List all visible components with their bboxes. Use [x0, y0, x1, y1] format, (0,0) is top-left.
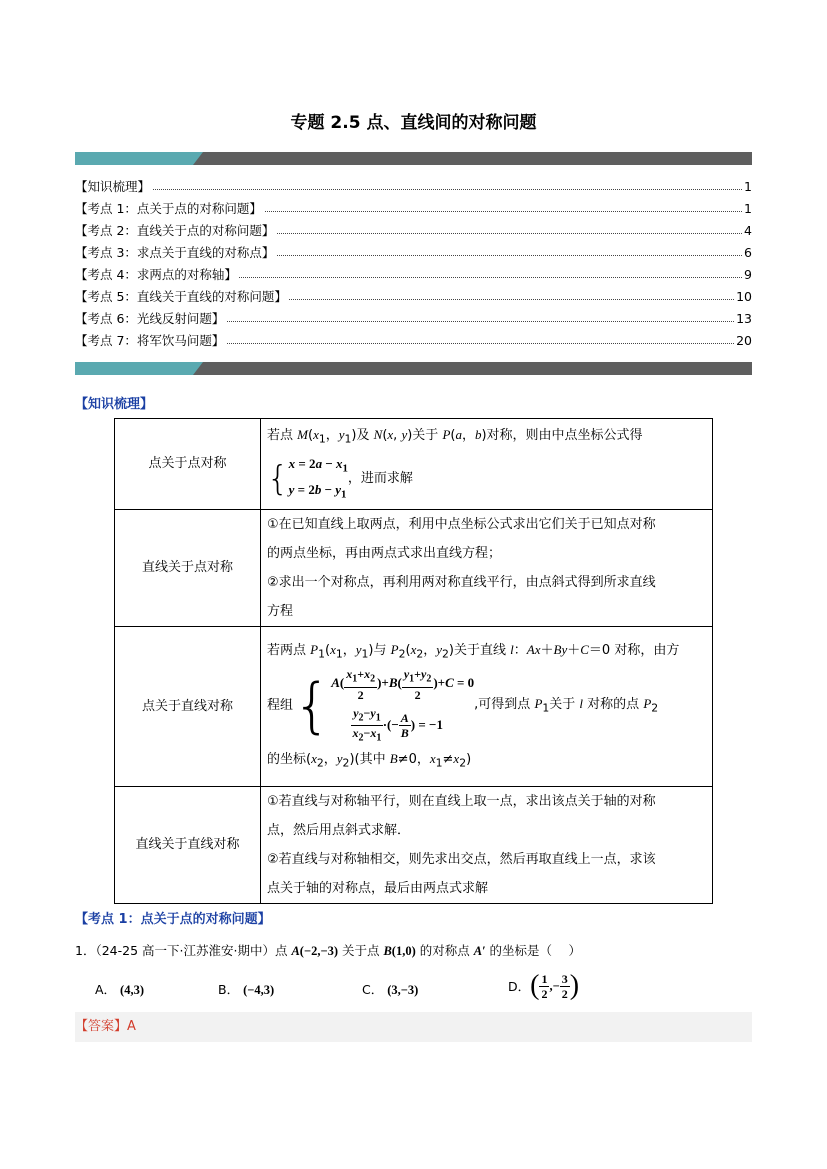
- toc-item-page: 20: [736, 333, 752, 348]
- toc-item[interactable]: [75, 178, 752, 196]
- knowledge-table: [114, 418, 713, 904]
- option-a[interactable]: A． (4,3): [95, 982, 144, 997]
- answer-value: A: [127, 1019, 136, 1034]
- row-content: ①若直线与对称轴平行，则在直线上取一点，求出该点关于轴的对称 点，然后用点斜式求解． ②若直线与对称轴相交，则先求出交点，然后再取直线上一点，求该 点关于轴的对称点，最后由两点式求解: [261, 787, 713, 904]
- toc-item-label: 【考点 7：将军饮马问题】: [75, 333, 225, 348]
- row-key: 点关于直线对称: [115, 627, 261, 787]
- toc-item-label: 【知识梳理】: [75, 179, 151, 194]
- table-row: [115, 787, 713, 904]
- answer-box: [75, 1012, 752, 1042]
- toc-item-label: 【考点 3：求点关于直线的对称点】: [75, 245, 275, 260]
- option-b[interactable]: B． (−4,3): [218, 982, 275, 997]
- row-content: 若点 $M(x_1$，$y_1$)及 N(x, y)关于 P(a，b)对称，则由中点坐标公式得 { $x = 2a - x_1$ $y = 2b - y_1$ ，进而求解: [261, 419, 713, 510]
- toc-item-page: 6: [744, 245, 752, 260]
- row-key: 直线关于直线对称: [115, 787, 261, 904]
- topic1-heading: 【考点 1：点关于点的对称问题】: [75, 912, 271, 927]
- toc-item-label: 【考点 5：直线关于直线的对称问题】: [75, 289, 287, 304]
- toc-item[interactable]: [75, 288, 752, 306]
- header-divider-bar: [75, 152, 752, 165]
- toc-item-page: 1: [744, 179, 752, 194]
- toc-item-page: 4: [744, 223, 752, 238]
- toc-item-page: 13: [736, 311, 752, 326]
- toc-item[interactable]: [75, 200, 752, 218]
- toc-item-label: 【考点 2：直线关于点的对称问题】: [75, 223, 275, 238]
- knowledge-heading: 【知识梳理】: [75, 397, 154, 412]
- toc-item[interactable]: [75, 222, 752, 240]
- option-d[interactable]: D． ( $\frac{1}{2}$ ,− $\frac{3}{2}$ ): [508, 970, 580, 1001]
- toc-item-page: 9: [744, 267, 752, 282]
- toc-item[interactable]: [75, 244, 752, 262]
- option-c[interactable]: C． (3,−3): [362, 982, 419, 997]
- table-row: [115, 627, 713, 787]
- toc-item[interactable]: [75, 266, 752, 284]
- toc-item-page: 10: [736, 289, 752, 304]
- row-key: 直线关于点对称: [115, 510, 261, 627]
- table-row: [115, 419, 713, 510]
- answer-label: 【答案】: [75, 1019, 128, 1034]
- row-content: 若两点 $P_1(x_1$，$y_1$)与 $P_2(x_2$，$y_2$)关于直线 l：Ax＋By＋C＝0 对称，由方 程组 { A( $\frac{x_1+x_2}{2}$ )+B( $\frac{y_1+y_2}{2}$ )+C = 0 $\frac{y_2-y_1}{x_2-x_1}$ ·(− $\frac{A}{B}$ ) = −1 ,可得到点 $P_1$关于 l 对称的点 $P_2$ 的坐标($x_2$，$y_2$)(其中 B≠0，$x_1\ne x_2$): [261, 627, 713, 787]
- toc-item[interactable]: [75, 332, 752, 350]
- toc-item-label: 【考点 6：光线反射问题】: [75, 311, 225, 326]
- question-1: 1．（24-25 高一下·江苏淮安·期中）点 A(−2,−3) 关于点 B(1,0) 的对称点 A′ 的坐标是（ ）: [75, 943, 581, 958]
- toc-item-page: 1: [744, 201, 752, 216]
- toc-item-label: 【考点 4：求两点的对称轴】: [75, 267, 237, 282]
- row-content: ①在已知直线上取两点，利用中点坐标公式求出它们关于已知点对称 的两点坐标，再由两点式求出直线方程； ②求出一个对称点，再利用两对称直线平行，由点斜式得到所求直线 方程: [261, 510, 713, 627]
- document-title: 专题 2.5 点、直线间的对称问题: [290, 113, 537, 133]
- toc-item[interactable]: [75, 310, 752, 328]
- toc-item-label: 【考点 1：点关于点的对称问题】: [75, 201, 262, 216]
- table-row: [115, 510, 713, 627]
- row-key: 点关于点对称: [115, 419, 261, 510]
- toc-divider-bar: [75, 362, 752, 375]
